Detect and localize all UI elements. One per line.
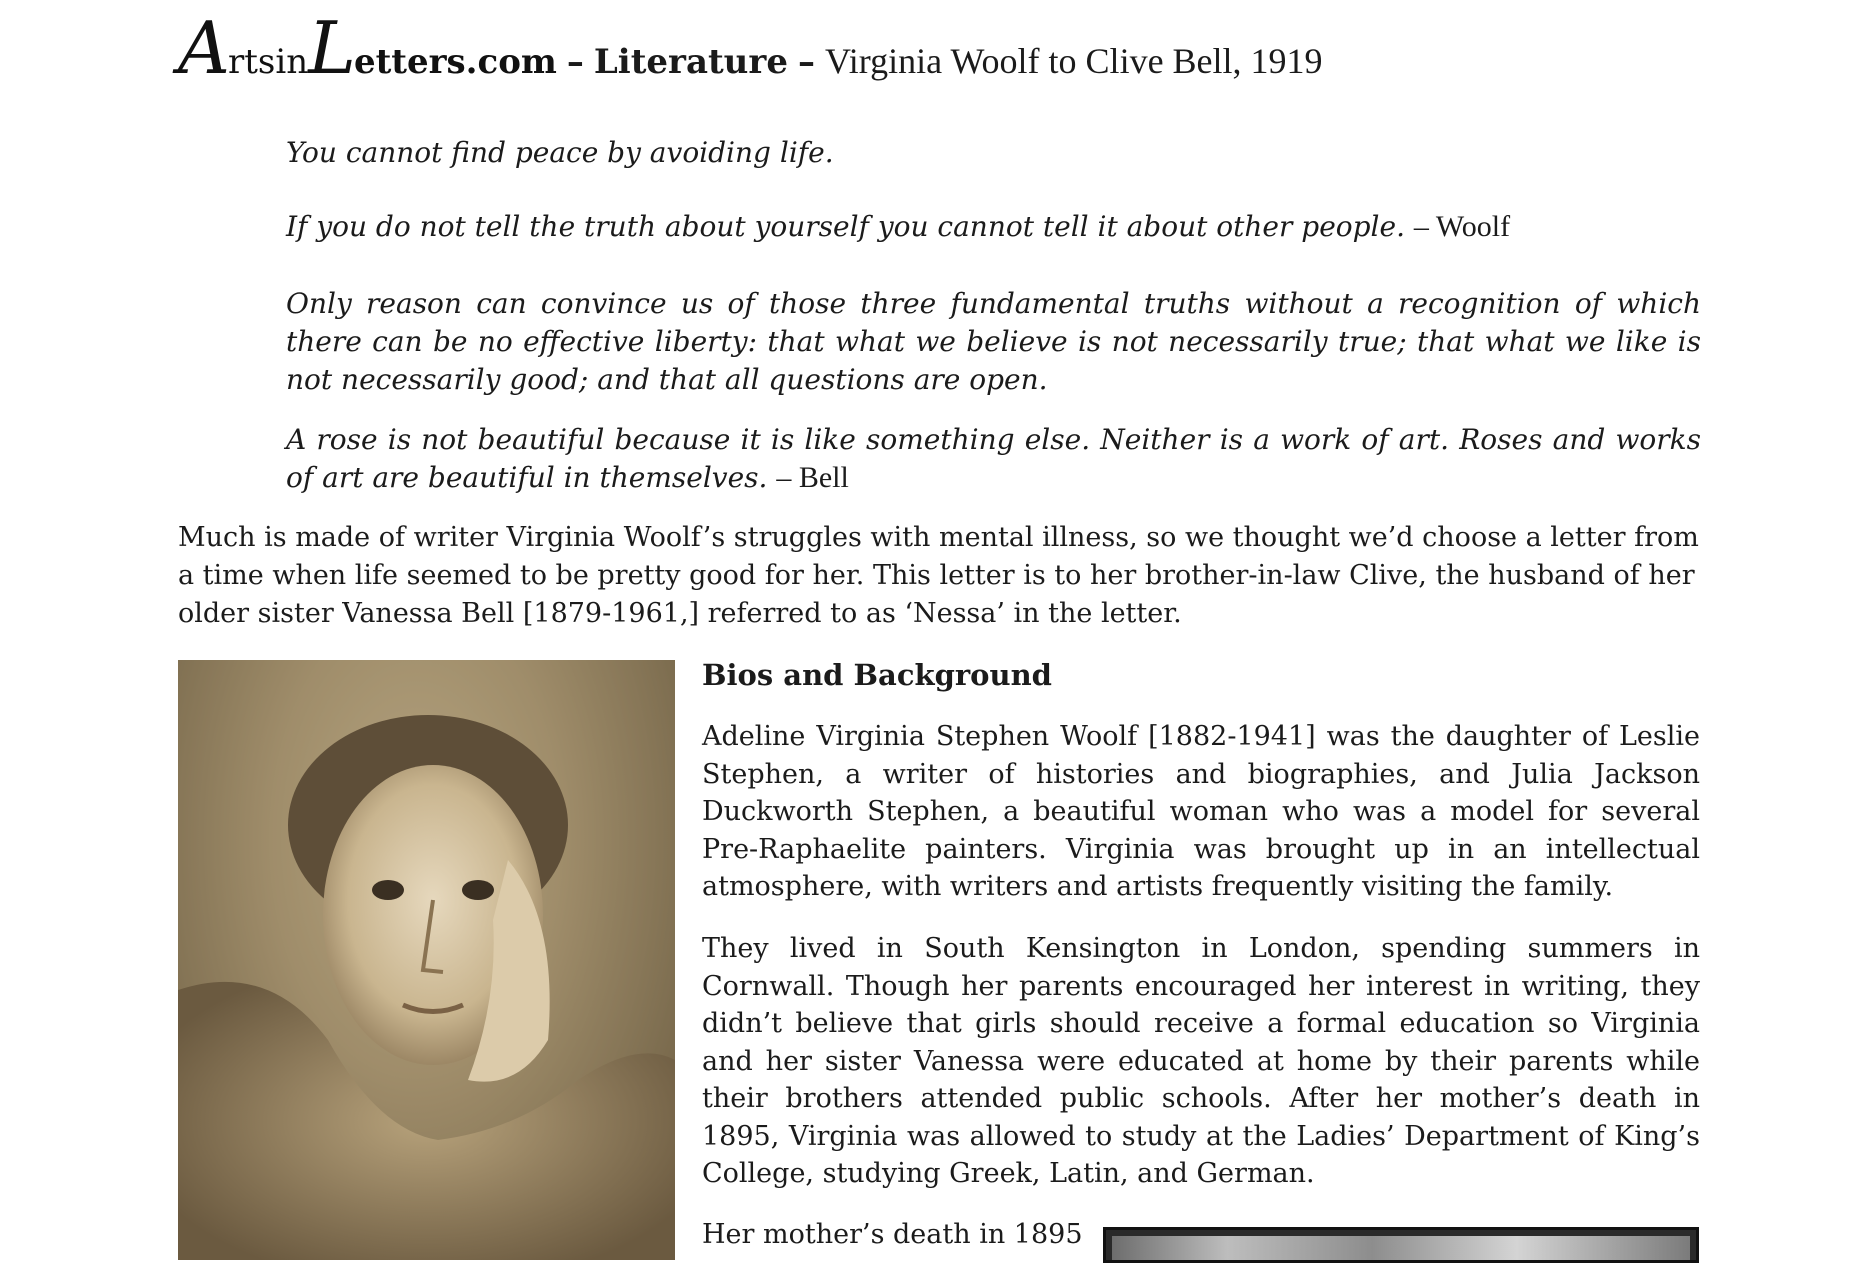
- bio-paragraph: They lived in South Kensington in London, spending summers in Cornwall. Though her parents encouraged her interest in writing, they didn’t believe that girls should receive a formal education so Virginia and her sister Vanessa were educated at home by their parents while their brothers attended public schools. After her mother’s death in 1895, Virginia was allowed to study at the Ladies’ Department of King’s College, studying Greek, Latin, and German.: [702, 933, 1700, 1189]
- quote: [286, 285, 1701, 399]
- section-heading: Bios and Background: [702, 658, 1052, 692]
- header-separator: –: [566, 42, 584, 82]
- logo-text-rtsin: rtsin: [228, 42, 309, 82]
- historical-photo: [1103, 1227, 1699, 1263]
- quote-text: You cannot find peace by avoiding life.: [286, 136, 834, 169]
- section-title: Literature: [593, 42, 788, 82]
- quote-text: If you do not tell the truth about yourself you cannot tell it about other people.: [286, 210, 1405, 243]
- logo-letter-a: A: [178, 6, 228, 90]
- quote-attribution: – Woolf: [1413, 210, 1511, 243]
- quote-text: Only reason can convince us of those three fundamental truths without a recognition of which there can be no effective liberty: that what we believe is not necessarily true; that what we like is not necessarily good; and that all questions are open.: [286, 287, 1701, 396]
- intro-paragraph: Much is made of writer Virginia Woolf’s struggles with mental illness, so we thought we’d choose a letter from a time when life seemed to be pretty good for her. This letter is to her brother-in-law Clive, the husband of her older sister Vanessa Bell [1879-1961,] referred to as ‘Nessa’ in the letter.: [178, 522, 1699, 629]
- quote: [286, 134, 1701, 172]
- bio-paragraph: Her mother’s death in 1895: [702, 1219, 1083, 1250]
- page-header: [178, 6, 1323, 92]
- bio-paragraph: Adeline Virginia Stephen Woolf [1882-1941] was the daughter of Leslie Stephen, a writer of histories and biographies, and Julia Jackson Duckworth Stephen, a beautiful woman who was a model for several Pre-Raphaelite painters. Virginia was brought up in an intellectual atmosphere, with writers and artists frequently visiting the family.: [702, 721, 1700, 902]
- portrait-photo: [178, 660, 675, 1260]
- page-title: Virginia Woolf to Clive Bell, 1919: [824, 41, 1323, 81]
- quote: [286, 421, 1701, 497]
- quote-attribution: – Bell: [776, 461, 849, 494]
- black-and-white-photo-icon: [1112, 1236, 1690, 1260]
- site-logo[interactable]: [178, 6, 557, 90]
- quote: [286, 208, 1701, 246]
- sepia-portrait-icon: [178, 660, 675, 1260]
- logo-letter-l: L: [308, 6, 354, 90]
- quote-text: A rose is not beautiful because it is like something else. Neither is a work of art. Roses and works of art are beautiful in themselves.: [286, 423, 1701, 494]
- logo-text-etters: etters.com: [353, 42, 557, 82]
- header-separator: –: [797, 42, 815, 82]
